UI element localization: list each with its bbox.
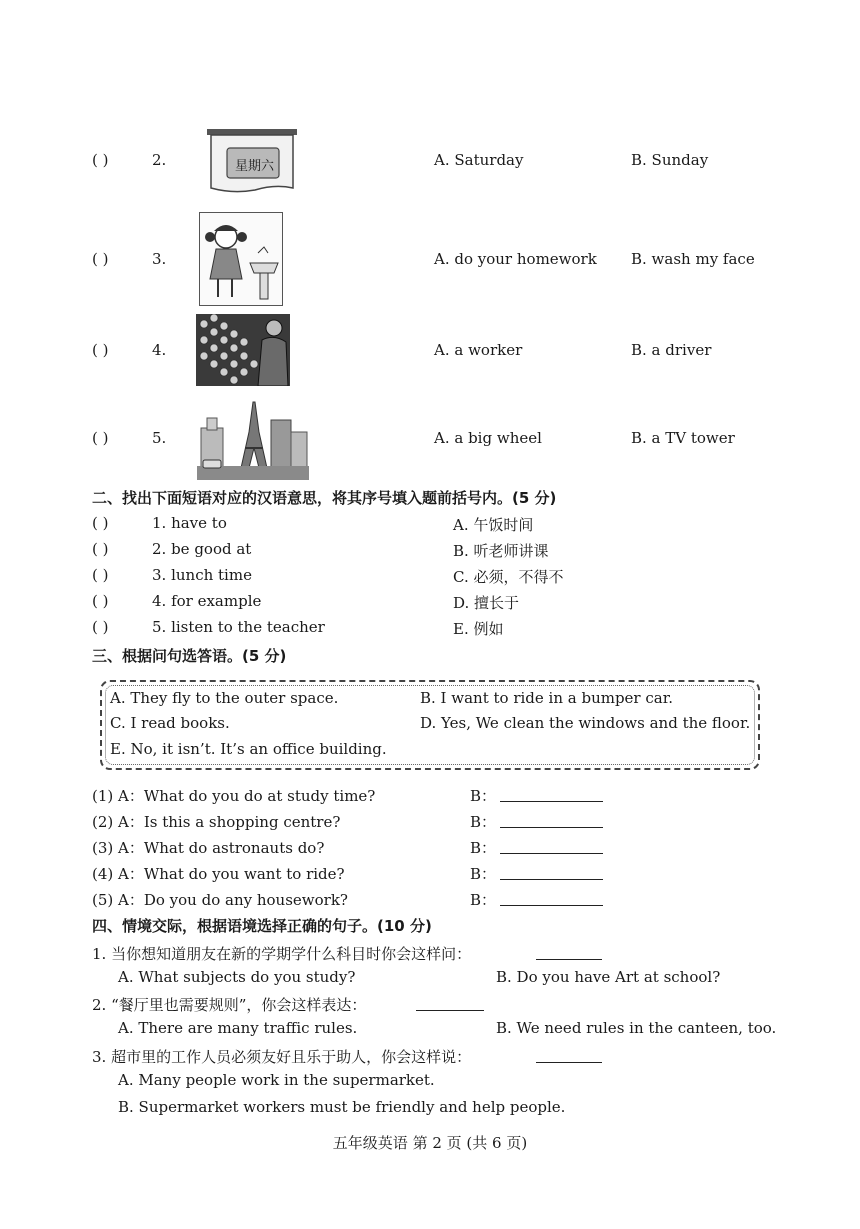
dialogue-question: (4) A：What do you want to ride? xyxy=(92,865,345,883)
answer-blank[interactable] xyxy=(536,945,602,960)
calendar-label: 星期六 xyxy=(235,159,275,174)
section-3-heading: 三、根据问句选答语。(5 分) xyxy=(92,647,287,665)
factory-worker-image xyxy=(196,314,290,386)
answer-paren[interactable]: ( ) xyxy=(92,514,109,532)
phrase: 5. listen to the teacher xyxy=(152,618,325,636)
question-stem: 3. 超市里的工作人员必须友好且乐于助人，你会这样说： xyxy=(92,1048,472,1066)
answer-blank[interactable] xyxy=(500,891,603,906)
choice-a: A. Many people work in the supermarket. xyxy=(118,1071,435,1089)
phrase: 3. lunch time xyxy=(152,566,252,584)
answer-paren[interactable]: ( ) xyxy=(92,429,109,447)
dialogue-b-label: B： xyxy=(470,865,497,883)
choice-b: B. Do you have Art at school? xyxy=(496,968,721,986)
question-number: 3. xyxy=(152,250,167,268)
dialogue-question: (3) A：What do astronauts do? xyxy=(92,839,325,857)
page-footer: 五年级英语 第 2 页 (共 6 页) xyxy=(332,1134,528,1152)
girl-washing-face-image xyxy=(199,212,283,306)
dialogue-question: (2) A：Is this a shopping centre? xyxy=(92,813,341,831)
box-option-e: E. No, it isn’t. It’s an office building. xyxy=(110,740,387,758)
box-option-a: A. They fly to the outer space. xyxy=(110,689,339,707)
answer-blank[interactable] xyxy=(500,839,603,854)
calendar-saturday-image xyxy=(205,126,299,196)
dialogue-b-label: B： xyxy=(470,891,497,909)
phrase: 2. be good at xyxy=(152,540,252,558)
option-a: A. do your homework xyxy=(434,250,597,268)
question-stem: 1. 当你想知道朋友在新的学期学什么科目时你会这样问： xyxy=(92,945,472,963)
question-number: 4. xyxy=(152,341,167,359)
box-option-c: C. I read books. xyxy=(110,714,230,732)
choice-a: A. What subjects do you study? xyxy=(118,968,356,986)
answer-blank[interactable] xyxy=(536,1048,602,1063)
option-b: B. a driver xyxy=(631,341,712,359)
question-stem: 2. “餐厅里也需要规则”，你会这样表达： xyxy=(92,996,367,1014)
option-a: A. a big wheel xyxy=(434,429,542,447)
box-option-b: B. I want to ride in a bumper car. xyxy=(420,689,674,707)
answer-paren[interactable]: ( ) xyxy=(92,566,109,584)
dialogue-b-label: B： xyxy=(470,813,497,831)
meaning-option: A. 午饭时间 xyxy=(453,516,534,534)
box-option-d: D. Yes, We clean the windows and the floor. xyxy=(420,714,751,732)
dialogue-question: (5) A：Do you do any housework? xyxy=(92,891,348,909)
phrase: 4. for example xyxy=(152,592,262,610)
choice-b: B. We need rules in the canteen, too. xyxy=(496,1019,777,1037)
answer-paren[interactable]: ( ) xyxy=(92,250,109,268)
answer-paren[interactable]: ( ) xyxy=(92,341,109,359)
meaning-option: B. 听老师讲课 xyxy=(453,542,549,560)
meaning-option: E. 例如 xyxy=(453,620,504,638)
eiffel-tower-image xyxy=(197,398,309,480)
answer-paren[interactable]: ( ) xyxy=(92,151,109,169)
dialogue-question: (1) A：What do you do at study time? xyxy=(92,787,376,805)
dialogue-b-label: B： xyxy=(470,839,497,857)
answer-blank[interactable] xyxy=(500,787,603,802)
option-a: A. a worker xyxy=(434,341,523,359)
dialogue-b-label: B： xyxy=(470,787,497,805)
option-b: B. wash my face xyxy=(631,250,755,268)
section-4-heading: 四、情境交际，根据语境选择正确的句子。(10 分) xyxy=(92,917,432,935)
answer-paren[interactable]: ( ) xyxy=(92,592,109,610)
phrase: 1. have to xyxy=(152,514,227,532)
answer-blank[interactable] xyxy=(500,865,603,880)
answer-paren[interactable]: ( ) xyxy=(92,540,109,558)
choice-b: B. Supermarket workers must be friendly and help people. xyxy=(118,1098,566,1116)
meaning-option: D. 擅长于 xyxy=(453,594,520,612)
answer-paren[interactable]: ( ) xyxy=(92,618,109,636)
answer-blank[interactable] xyxy=(416,996,484,1011)
option-a: A. Saturday xyxy=(434,151,524,169)
choice-a: A. There are many traffic rules. xyxy=(118,1019,358,1037)
question-number: 5. xyxy=(152,429,167,447)
option-b: B. a TV tower xyxy=(631,429,735,447)
answer-blank[interactable] xyxy=(500,813,603,828)
option-b: B. Sunday xyxy=(631,151,709,169)
meaning-option: C. 必须，不得不 xyxy=(453,568,564,586)
question-number: 2. xyxy=(152,151,167,169)
section-2-heading: 二、找出下面短语对应的汉语意思，将其序号填入题前括号内。(5 分) xyxy=(92,489,557,507)
